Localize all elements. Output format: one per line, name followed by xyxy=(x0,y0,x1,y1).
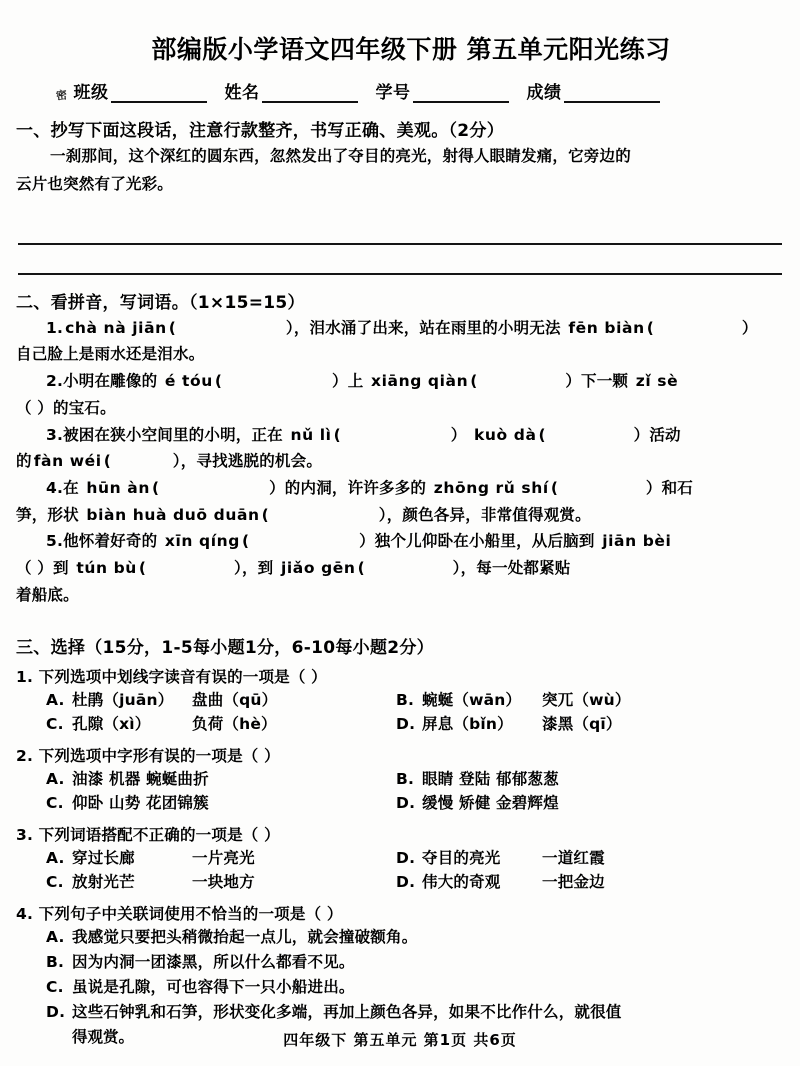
item-3-pinyin-3: fàn wéi xyxy=(33,452,102,471)
option-4b[interactable] xyxy=(46,950,800,975)
section-2-item-5-line-3: 着船底。 xyxy=(16,585,79,604)
option-2c-text: 仰卧 山势 花团锦簇 xyxy=(72,794,209,813)
field-student-no xyxy=(376,78,523,103)
section-2-item-3-line-2 xyxy=(16,449,800,475)
item-3-line2-post: ），寻找逃脱的机会。 xyxy=(172,452,323,471)
option-2a-tag: A. xyxy=(46,769,65,788)
option-1c-text-2: 负荷（hè） xyxy=(192,715,277,734)
option-1a-text-1: 杜鹃（juān） xyxy=(72,690,174,709)
option-3c-tag: C. xyxy=(46,873,64,892)
field-class-label: 班级 xyxy=(73,82,109,103)
item-3-mid-1: ） xyxy=(450,425,467,444)
section-2-heading: 二、看拼音，写词语。（1×15=15） xyxy=(16,292,305,313)
option-1a-tag: A. xyxy=(46,690,65,709)
option-2a-text: 油漆 机器 蜿蜒曲折 xyxy=(72,769,209,788)
field-class-input[interactable] xyxy=(111,86,207,103)
option-3d[interactable] xyxy=(396,870,746,894)
item-5-blank-3[interactable]: ( xyxy=(138,559,147,578)
option-3a-tag: A. xyxy=(46,848,65,867)
section-3-heading: 三、选择（15分，1-5每小题1分，6-10每小题2分） xyxy=(16,637,434,658)
section-2-item-4-line-2 xyxy=(16,503,800,529)
option-1d[interactable] xyxy=(396,712,746,736)
item-4-line2-pre: 笋，形状 xyxy=(16,505,79,524)
option-3b-text-2: 一道红霞 xyxy=(542,848,605,867)
item-5-line2-pre[interactable]: （ ）到 xyxy=(16,559,69,578)
item-1-mid-1: ），泪水涌了出来，站在雨里的小明无法 xyxy=(285,318,561,337)
option-1b-tag: B. xyxy=(396,690,415,709)
option-4d-continuation: 得观赏。 xyxy=(72,1027,135,1046)
section-2-item-4-line-1 xyxy=(16,476,800,502)
question-1-stem: 1. 下列选项中划线字读音有误的一项是（ ） xyxy=(16,667,327,686)
item-1-blank-1[interactable]: ( xyxy=(168,318,176,337)
field-score-label: 成绩 xyxy=(526,82,562,103)
field-score xyxy=(527,78,674,103)
item-4-mid-2: ）和石 xyxy=(645,479,694,498)
option-2d-text: 缓慢 矫健 金碧辉煌 xyxy=(422,794,559,813)
option-1d-tag: D. xyxy=(396,715,416,734)
item-5-pinyin-2: jiān bèi xyxy=(602,532,672,551)
option-4b-text: 因为内洞一团漆黑，所以什么都看不见。 xyxy=(72,952,355,971)
option-4c-text: 虽说是孔隙，可也容得下一只小船进出。 xyxy=(72,977,355,996)
option-4d-text: 这些石钟乳和石笋，形状变化多端，再加上颜色各异，如果不比作什么，就很值 xyxy=(72,1002,622,1021)
option-2c[interactable] xyxy=(46,791,396,815)
option-2c-tag: C. xyxy=(46,794,64,813)
item-5-line2-post: ），每一处都紧贴 xyxy=(452,559,571,578)
option-3a-text-1: 穿过长廊 xyxy=(72,848,135,867)
option-1b-text-1: 蜿蜒（wān） xyxy=(422,690,522,709)
section-2-item-2-line-1 xyxy=(16,369,800,395)
seal-mark: 密 xyxy=(55,87,69,103)
item-5-pinyin-3: tún bù xyxy=(76,559,137,578)
section-2-item-1-line-2: 自己脸上是雨水还是泪水。 xyxy=(16,345,205,364)
item-3-number: 3. xyxy=(46,425,64,444)
option-2d[interactable] xyxy=(396,791,746,815)
section-1-passage-line-2: 云片也突然有了光彩。 xyxy=(16,174,174,193)
question-1-option-row-2 xyxy=(46,712,800,736)
item-3-blank-3[interactable]: ( xyxy=(103,452,111,471)
option-4a-text: 我感觉只要把头稍微抬起一点儿，就会撞破额角。 xyxy=(72,927,418,946)
question-2-option-row-2 xyxy=(46,791,800,815)
item-2-pinyin-1: é tóu xyxy=(164,372,213,391)
section-2-item-5-line-2 xyxy=(16,556,800,582)
question-1-option-row-1 xyxy=(46,688,800,712)
item-1-number: 1. xyxy=(46,318,64,337)
item-5-blank-4[interactable]: ( xyxy=(357,559,365,578)
option-3d-text-2: 一把金边 xyxy=(542,873,605,892)
item-2-number: 2. xyxy=(46,372,64,391)
option-2b-text: 眼睛 登陆 郁郁葱葱 xyxy=(422,769,559,788)
question-3-option-row-1 xyxy=(46,846,800,870)
option-1c-text-1: 孔隙（xì） xyxy=(72,715,151,734)
option-1d-text-2: 漆黑（qī） xyxy=(542,715,622,734)
option-3b[interactable] xyxy=(396,846,746,870)
section-1-passage-line-1: 一刹那间，这个深红的圆东西，忽然发出了夺目的亮光，射得人眼睛发痛，它旁边的 xyxy=(50,146,631,165)
item-5-pinyin-4: jiǎo gēn xyxy=(280,559,356,578)
answer-line-2[interactable] xyxy=(18,245,782,275)
option-3a-text-2: 一片亮光 xyxy=(192,848,255,867)
option-4c-tag: C. xyxy=(46,977,64,996)
item-2-blank-1[interactable]: ( xyxy=(214,372,222,391)
item-2-mid-1: ）上 xyxy=(332,372,364,391)
item-3-pinyin-1: nǔ lì xyxy=(290,425,332,444)
option-1a-text-2: 盘曲（qū） xyxy=(192,690,278,709)
option-3a[interactable] xyxy=(46,846,396,870)
field-student-no-input[interactable] xyxy=(413,86,509,103)
item-3-blank-1[interactable]: ( xyxy=(333,425,341,444)
option-2b[interactable] xyxy=(396,767,746,791)
section-2-item-5-line-1 xyxy=(16,529,800,555)
item-5-number: 5. xyxy=(46,532,64,551)
item-4-seg-1: 在 xyxy=(63,479,79,498)
section-2-item-2-line-2: （ ）的宝石。 xyxy=(16,398,116,417)
field-name xyxy=(225,78,372,103)
item-5-pinyin-1: xīn qíng xyxy=(164,532,240,551)
field-name-input[interactable] xyxy=(262,86,358,103)
field-class xyxy=(74,78,221,103)
answer-line-1[interactable] xyxy=(18,213,782,245)
item-1-blank-2[interactable]: ( xyxy=(646,318,654,337)
item-3-seg-1: 被困在狭小空间里的小明，正在 xyxy=(63,425,283,444)
option-4d-tag: D. xyxy=(46,1002,66,1021)
item-2-blank-2[interactable]: ( xyxy=(470,372,478,391)
item-3-mid-2: ）活动 xyxy=(633,425,681,444)
question-3-option-row-2 xyxy=(46,870,800,894)
item-4-mid-1: ）的内洞，许许多多的 xyxy=(269,479,427,498)
option-3d-text-1: 伟大的奇观 xyxy=(422,873,501,892)
student-info-row xyxy=(56,78,800,103)
option-1a[interactable] xyxy=(46,688,396,712)
option-4a-tag: A. xyxy=(46,927,65,946)
item-3-blank-2[interactable]: ( xyxy=(538,425,546,444)
item-3-pinyin-2: kuò dà xyxy=(474,425,537,444)
option-1c[interactable] xyxy=(46,712,396,736)
item-4-line2-post: ），颜色各异，非常值得观赏。 xyxy=(378,505,591,524)
option-3c[interactable] xyxy=(46,870,396,894)
field-score-input[interactable] xyxy=(564,86,660,103)
question-2-stem: 2. 下列选项中字形有误的一项是（ ） xyxy=(16,746,280,765)
item-5-blank-1[interactable]: ( xyxy=(241,532,250,551)
page-title: 部编版小学语文四年级下册 第五单元阳光练习 xyxy=(151,35,671,64)
item-5-seg-1: 他怀着好奇的 xyxy=(63,532,158,551)
option-4b-tag: B. xyxy=(46,952,65,971)
item-4-blank-3[interactable]: ( xyxy=(261,505,269,524)
item-1-pinyin-1: chà nà jiān xyxy=(65,318,167,337)
section-2-item-3-line-1 xyxy=(16,423,800,449)
item-3-line2-pre: 的 xyxy=(16,452,32,471)
section-1-heading: 一、抄写下面这段话，注意行款整齐，书写正确、美观。（2分） xyxy=(16,120,505,141)
item-4-pinyin-3: biàn huà duō duān xyxy=(86,505,260,524)
section-1-answer-area xyxy=(18,213,782,275)
item-4-number: 4. xyxy=(46,479,64,498)
section-2-item-1-line-1 xyxy=(16,316,800,342)
item-5-line2-mid: ），到 xyxy=(234,559,274,578)
option-2d-tag: D. xyxy=(396,794,416,813)
option-4c[interactable] xyxy=(46,975,800,1000)
item-4-pinyin-1: hūn àn xyxy=(86,479,150,498)
option-3d-tag: D. xyxy=(396,873,416,892)
item-2-mid-2: ）下一颗 xyxy=(565,372,629,391)
item-5-mid-1: ）独个儿仰卧在小船里，从后脑到 xyxy=(359,532,595,551)
question-3-stem: 3. 下列词语搭配不正确的一项是（ ） xyxy=(16,825,280,844)
option-1b[interactable] xyxy=(396,688,746,712)
option-4a[interactable] xyxy=(46,925,800,950)
option-3b-text-1: 夺目的亮光 xyxy=(422,848,501,867)
field-name-label: 姓名 xyxy=(224,82,260,103)
option-1b-text-2: 突兀（wù） xyxy=(542,690,631,709)
item-2-pinyin-3: zǐ sè xyxy=(635,372,679,391)
option-2b-tag: B. xyxy=(396,769,415,788)
field-student-no-label: 学号 xyxy=(375,82,411,103)
option-3c-text-1: 放射光芒 xyxy=(72,873,135,892)
option-3b-tag: D. xyxy=(396,848,416,867)
option-1d-text-1: 屏息（bǐn） xyxy=(422,715,513,734)
page-footer: 四年级下 第五单元 第1页 共6页 xyxy=(283,1031,517,1049)
item-2-seg-1: 小明在雕像的 xyxy=(63,372,158,391)
option-2a[interactable] xyxy=(46,767,396,791)
item-4-blank-2[interactable]: ( xyxy=(550,479,558,498)
item-4-pinyin-2: zhōng rǔ shí xyxy=(433,479,549,498)
question-4-stem: 4. 下列句子中关联词使用不恰当的一项是（ ） xyxy=(16,904,343,923)
option-4d[interactable] xyxy=(46,1000,800,1025)
item-4-blank-1[interactable]: ( xyxy=(152,479,160,498)
option-1c-tag: C. xyxy=(46,715,64,734)
item-1-tail: ） xyxy=(741,318,758,337)
item-1-pinyin-2: fēn biàn xyxy=(568,318,645,337)
item-2-pinyin-2: xiāng qiàn xyxy=(371,372,469,391)
question-2-option-row-1 xyxy=(46,767,800,791)
option-3c-text-2: 一块地方 xyxy=(192,873,255,892)
